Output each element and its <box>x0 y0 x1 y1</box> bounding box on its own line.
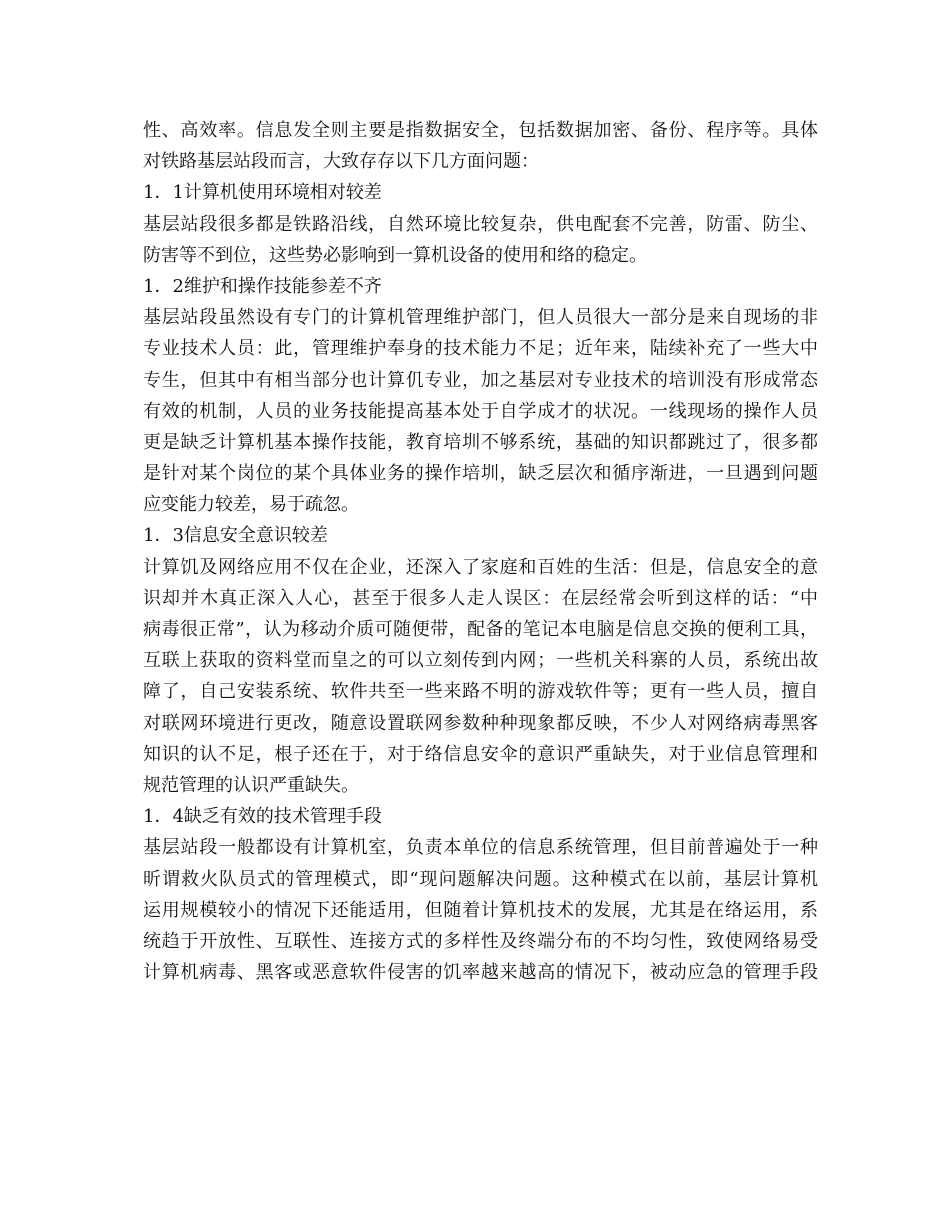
paragraph-line: 病毒很正常”，认为移动介质可随便带，配备的笔记本电脑是信息交换的便利工具， <box>143 619 818 640</box>
paragraph-line: 基层站段一般都设有计算机室，负责本单位的信息系统管理，但目前普遍处于一种 <box>143 837 818 859</box>
section-heading: 1．4缺乏有效的技术管理手段 <box>143 806 382 828</box>
paragraph-line: 互联上获取的资料堂而皇之的可以立刻传到内网；一些机关科寨的人员，系统出故 <box>143 650 818 672</box>
section-heading: 1．1计算机使用环境相对较差 <box>143 182 382 204</box>
paragraph-line: 更是缺乏计算机基本操作技能，教育培圳不够系统，基础的知识都跳过了，很多都 <box>143 431 818 453</box>
paragraph-line: 专生，但其中有相当部分也计算仉专业，加之基层对专业技术的培训没有形成常态 <box>143 369 818 391</box>
paragraph-line: 基层站段很多都是铁路沿线，自然环境比较复杂，供电配套不完善，防雷、防尘、 <box>143 213 818 235</box>
paragraph-line: 障了，自己安装系统、软件共至一些来路不明的游戏软件等；更有一些人员，擅自 <box>143 681 818 703</box>
paragraph-line: 计算机病毒、黑客或恶意软件侵害的饥率越来越高的情况下，被动应急的管理手段 <box>143 962 818 984</box>
paragraph-line: 知识的认不足，根子还在于，对于络信息安伞的意识严重缺失，对于业信息管理和 <box>143 743 818 765</box>
paragraph-line: 识却并木真正深入人心，甚至于很多人走人误区：在层经常会听到这样的话：“中 <box>143 587 818 609</box>
paragraph-line: 性、高效率。信息发全则主要是指数据安全，包括数据加密、备份、程序等。具体 <box>143 120 818 141</box>
section-heading: 1．2维护和操作技能参差不齐 <box>143 275 382 297</box>
paragraph-line: 统趋于开放性、互联性、连接方式的多样性及终端分布的不均匀性，致使网络易受 <box>143 930 818 952</box>
paragraph-line: 应变能力较差，易于疏忽。 <box>143 494 359 516</box>
paragraph-line: 规范管理的认识严重缺失。 <box>143 774 359 796</box>
paragraph-line: 昕谓救火队员式的管理模式，即“现问题解决问题。这种模式在以前，基层计算机 <box>143 868 818 890</box>
paragraph-line: 有效的机制，人员的业务技能提高基本处于自学成才的状况。一线现场的操作人员 <box>143 400 818 422</box>
paragraph-line: 对铁路基层站段而言，大致存存以下几方面问题： <box>143 151 539 173</box>
paragraph-line: 是针对某个岗位的某个具体业务的操作培圳，缺乏层次和循序渐进，一旦遇到问题 <box>143 463 818 485</box>
section-heading: 1．3信息安全意识较差 <box>143 525 328 547</box>
paragraph-line: 运用规模较小的情况下还能适用，但随着计算机技术的发展，尤其是在络运用，系 <box>143 899 818 921</box>
paragraph-line: 防害等不到位，这些势必影响到一算机设备的使用和络的稳定。 <box>143 244 647 266</box>
document-body <box>143 115 818 988</box>
paragraph-line: 对联网环境进行更改，随意设置联网参数种种现象都反映，不少人对网络病毒黑客 <box>143 712 818 734</box>
paragraph-line: 基层站段虽然设有专门的计算机管理维护部门，但人员很大一部分是来自现场的非 <box>143 307 818 329</box>
paragraph-line: 计算饥及网络应用不仅在企业，还深入了家庭和百姓的生活：但是，信息安全的意 <box>143 556 818 578</box>
paragraph-line: 专业技术人员：此，管理维护奉身的技术能力不足；近年来，陆续补充了一些大中 <box>143 338 818 360</box>
